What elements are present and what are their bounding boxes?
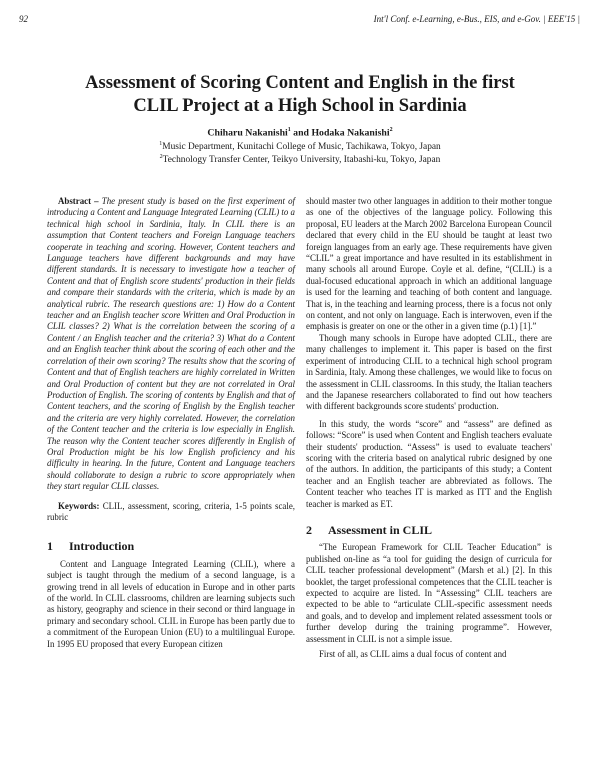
running-header: Int'l Conf. e-Learning, e-Bus., EIS, and e-Gov. | EEE'15 | — [373, 14, 580, 24]
author-1: Chiharu Nakanishi — [207, 127, 288, 139]
left-column — [47, 196, 295, 650]
affiliation-1-text: Music Department, Kunitachi College of Music, Tachikawa, Tokyo, Japan — [162, 142, 441, 153]
author-line — [0, 127, 600, 138]
author-and: and — [290, 127, 312, 139]
affiliation-2-text: Technology Transfer Center, Teikyo University, Itabashi-ku, Tokyo, Japan — [162, 155, 441, 166]
title-line-2: CLIL Project at a High School in Sardinia — [133, 96, 467, 116]
section-2-title: Assessment in CLIL — [328, 522, 433, 537]
author-2-sup: 2 — [389, 127, 393, 133]
affiliation-2-sup: 2 — [159, 154, 163, 160]
section-2-paragraph-1: “The European Framework for CLIL Teacher Education” is published on-line as “a tool for guiding the design of curricula for CLIL teacher professional development” (Marsh et al.) [2]. In this booklet, the target professional competences that the CLIL teacher is expected to acquire are listed. In “Assessing” CLIL teachers are expected to be able to “articulate CLIL-specific assessment needs and goals, and to develop and implement related assessment tools or further develop during the training programme”. However, assessment in CLIL is not a simple issue. — [306, 542, 552, 644]
intro-paragraph-3: In this study, the words “score” and “assess” are defined as follows: “Score” is used when Content and English teachers evaluate their students' production. “Assess” is used to evaluate teachers' scoring with the criteria based on analytical rubric designed by one of the authors. In addition, the participants of this study; a Content teacher and an English teacher are abbreviated as follows. The Content teacher who teaches IT is marked as ITT and the English teacher is marked as ET. — [306, 418, 552, 509]
abstract-label: Abstract – — [58, 196, 99, 206]
abstract-text: The present study is based on the first experiment of introducing a Content and Language Integrated Learning (CLIL) to a technical high school in Sardinia, Italy. In CLIL there is an assumption that Content teachers and Foreign Language teachers cooperate in teaching and scoring. However, Content teachers and Language teachers have different backgrounds and may have different standards. It is necessary to investigate how a teacher of Content and that of English score students' production in their fields and compare their standards with the criteria, which is made by an analytical rubric. The research questions are: 1) How do a Content teacher and an English teacher score Written and Oral Production in CLIL classes? 2) What is the correlation between the scoring of a Content / an English teacher and the criteria? 3) What do a Content and an English teacher think about the scoring of each other and the correlation of their own scoring? The results show that the scoring of Content and that of English teachers are highly correlated in Written and Oral Production of content but they are not correlated in Oral Production of English. The scoring of contents by English and that of Content teachers, and the scoring of English by the English teacher and the criteria are very highly correlated. However, the correlation of the Content teacher and the criteria is low especially in English. The reason why the Content teacher scores differently in English of Oral Production might be his low English proficiency and his difficulty in hearing. In the future, Content and Language teachers should collaborate to design a rubric to score appropriately when they start regular CLIL classes. — [47, 196, 295, 492]
section-1-paragraph-1: Content and Language Integrated Learning (CLIL), where a subject is taught through the medium of a second language, is a growing trend in all levels of education in Europe and in other parts of the world. In CLIL classrooms, children are learning subjects such as history, geography and science in their second or third language in primary and secondary school. CLIL in Europe has been partly due to a commitment of the European Union (EU) to a multilingual Europe. In 1995 EU proposed that every European citizen — [47, 558, 295, 649]
abstract — [47, 196, 295, 493]
affiliation-1-sup: 1 — [159, 141, 163, 147]
section-1-heading — [47, 541, 295, 552]
affiliation-1 — [0, 141, 600, 152]
section-1-title: Introduction — [69, 539, 135, 554]
keywords — [47, 501, 295, 524]
keywords-label: Keywords: — [58, 500, 100, 511]
affiliation-2 — [0, 154, 600, 165]
section-1-number: 1 — [47, 539, 53, 554]
section-2-paragraph-2: First of all, as CLIL aims a dual focus of content and — [319, 649, 507, 660]
keywords-text: CLIL, assessment, scoring, criteria, 1-5 points scale, rubric — [47, 500, 295, 522]
page-number: 92 — [19, 14, 28, 24]
paper-title — [40, 72, 560, 118]
intro-paragraph-continued: should master two other languages in addition to their mother tongue as one of the objectives of the language policy. Following this proposal, EU leaders at the March 2002 Barcelona European Council declared that every child in the EU should be taught at least two foreign languages from an early age. These requirements have given “CLIL” a great importance and have resulted in its establishment in many schools all around Europe. Coyle et al. define, “(CLIL) is a dual-focused educational approach in which an additional language is used for the learning and teaching of both content and language. That is, in the teaching and learning process, there is a focus not only on content, and not only on language. Each is interwoven, even if the emphasis is greater on one or the other in a given time (p.1) [1].” — [306, 196, 552, 332]
author-2: Hodaka Nakanishi — [311, 127, 390, 139]
section-2-heading — [306, 522, 552, 537]
author-1-sup: 1 — [287, 127, 291, 133]
right-column — [306, 196, 552, 660]
title-line-1: Assessment of Scoring Content and English in the first — [85, 73, 515, 93]
intro-paragraph-2: Though many schools in Europe have adopted CLIL, there are many challenges to implement it. This paper is based on the first experiment of introducing CLIL to a technical high school program in Sardinia, Italy. Among these challenges, we would like to focus on the assessment in CLIL classrooms. In this study, the Italian teachers and the Japanese researchers collaborated to find out how teachers with different backgrounds score students' production. — [306, 332, 552, 412]
section-2-number: 2 — [306, 522, 312, 537]
